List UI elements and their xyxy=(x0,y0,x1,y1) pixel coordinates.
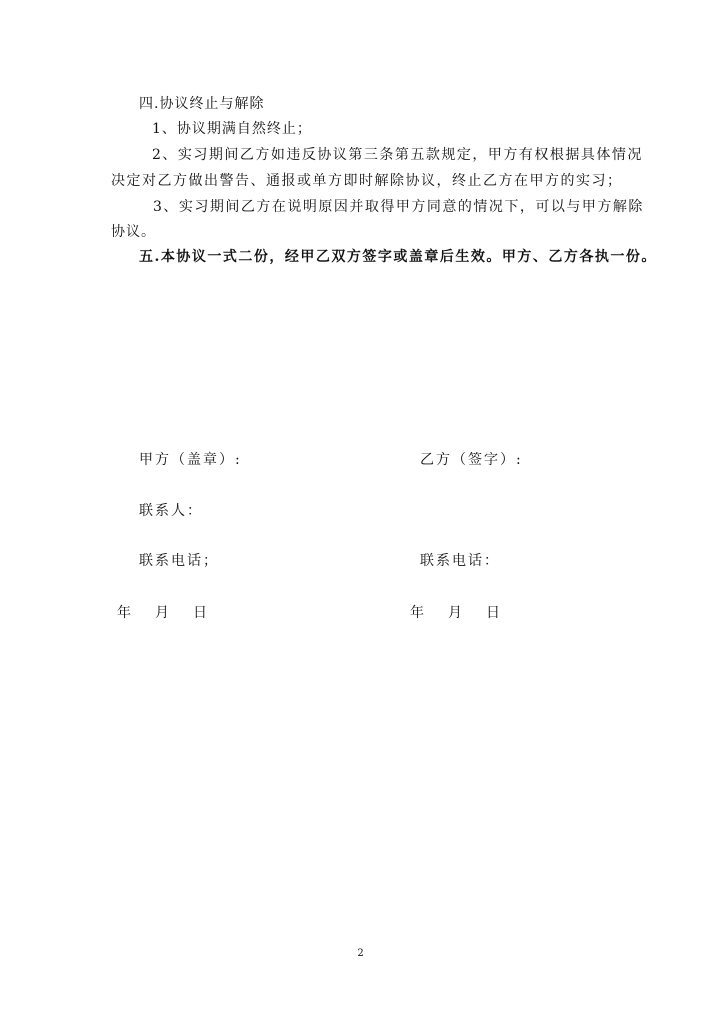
section-4-item-2-line-1: 2、实习期间乙方如违反协议第三条第五款规定，甲方有权根据具体情况 xyxy=(152,147,643,163)
party-b-date-year: 年 xyxy=(410,605,424,621)
party-b-date-day: 日 xyxy=(486,605,500,621)
contact-person-label: 联系人： xyxy=(139,503,203,519)
party-b-phone-label: 联系电话： xyxy=(420,553,500,569)
party-b-date-month: 月 xyxy=(448,605,462,621)
section-4-item-3-line-1: 3、实习期间乙方在说明原因并取得甲方同意的情况下，可以与甲方解除 xyxy=(153,199,644,215)
section-4-item-3-line-2: 协议。 xyxy=(111,224,156,240)
party-a-date-day: 日 xyxy=(193,605,207,621)
party-a-date-month: 月 xyxy=(155,605,169,621)
section-4-heading: 四.协议终止与解除 xyxy=(139,96,265,112)
party-a-seal-label: 甲方（盖章）: xyxy=(139,452,242,468)
party-a-phone-label: 联系电话； xyxy=(139,553,219,569)
party-b-signature-label: 乙方（签字）: xyxy=(420,452,523,468)
party-b-date xyxy=(410,604,500,622)
page-number: 2 xyxy=(357,948,364,959)
section-4-item-1: 1、协议期满自然终止； xyxy=(152,121,312,137)
section-4-item-2-line-2: 决定对乙方做出警告、通报或单方即时解除协议，终止乙方在甲方的实习； xyxy=(111,173,623,189)
section-5-text: 五.本协议一式二份，经甲乙双方签字或盖章后生效。甲方、乙方各执一份。 xyxy=(139,249,657,265)
party-a-date xyxy=(117,604,207,622)
party-a-date-year: 年 xyxy=(117,605,131,621)
